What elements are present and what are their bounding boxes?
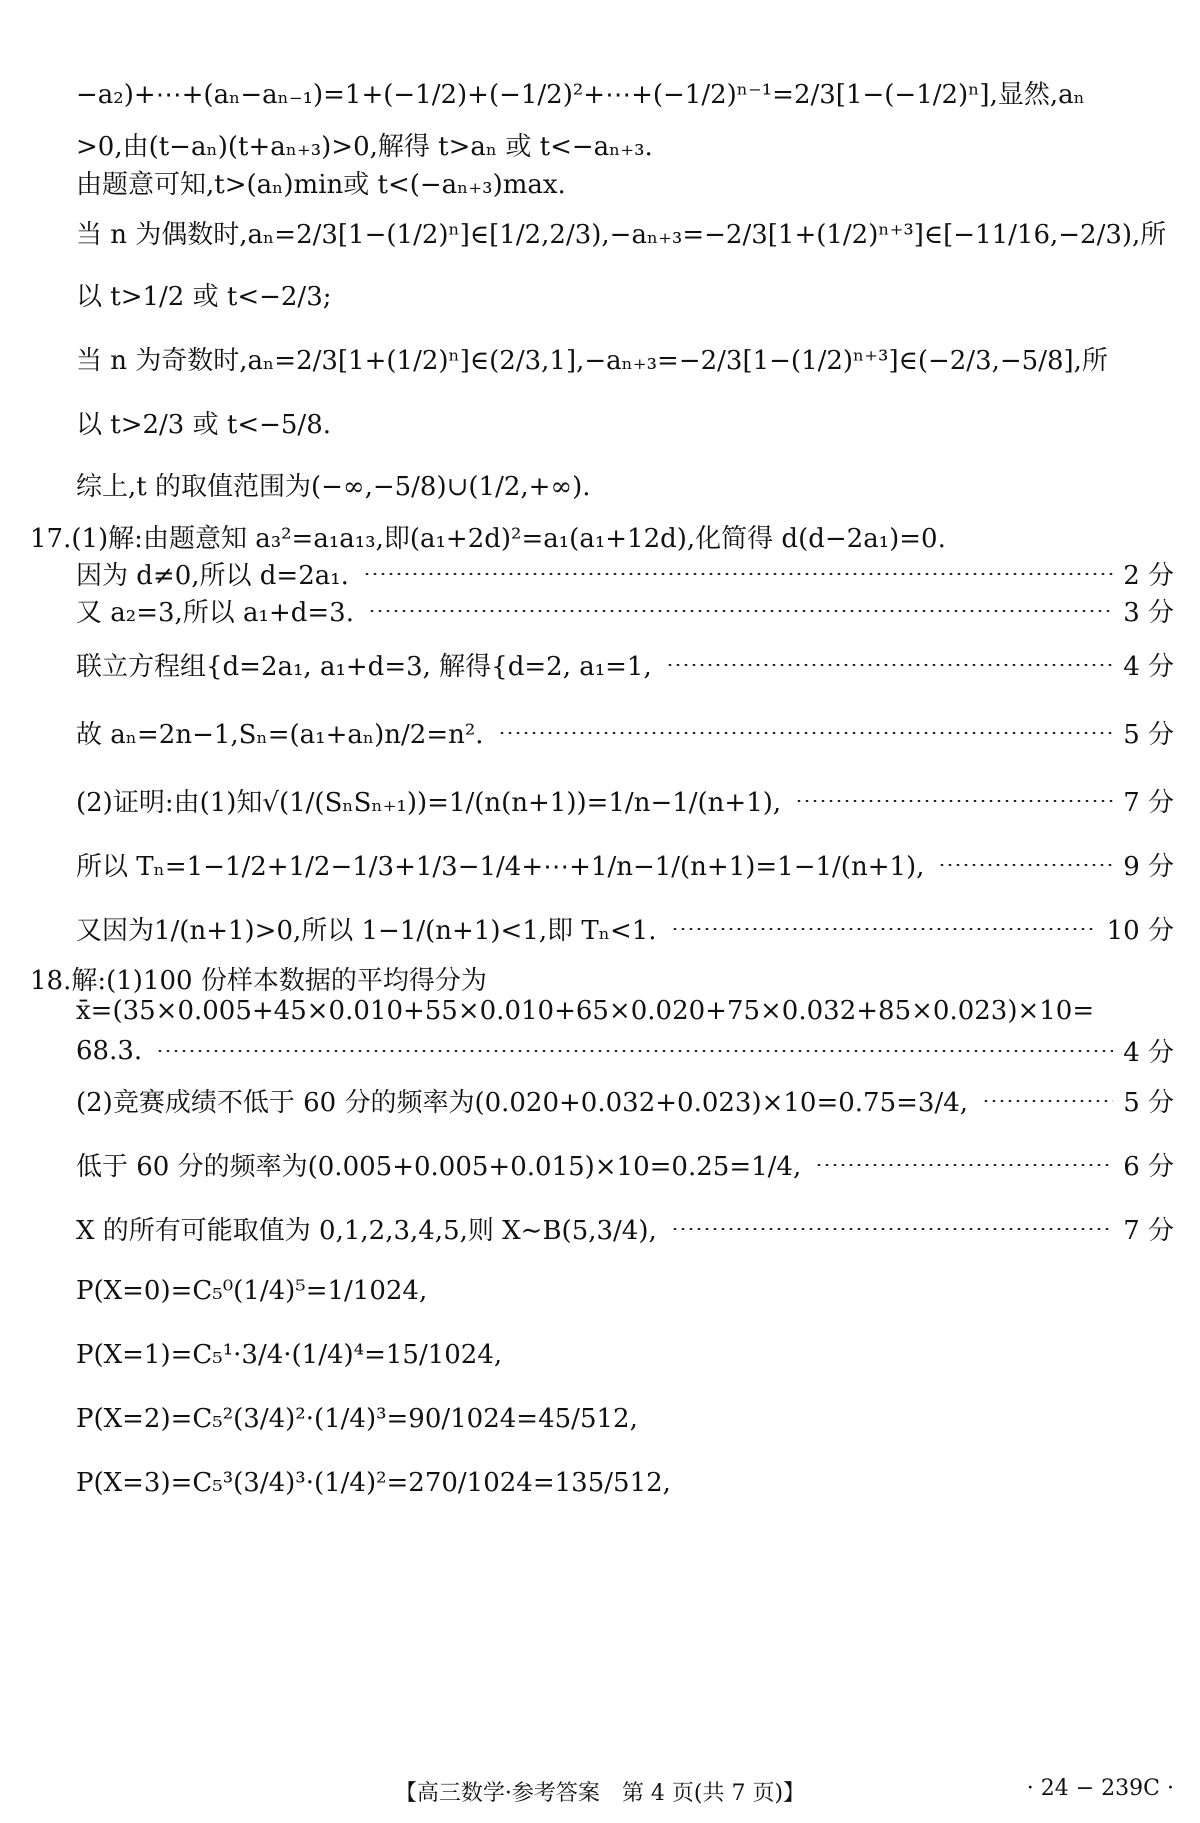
- probability-line: P(X=3)=C₅³(3/4)³·(1/4)²=270/1024=135/512,: [76, 1468, 671, 1498]
- score-label: 3 分: [1123, 598, 1174, 628]
- probability-line: P(X=2)=C₅²(3/4)²·(1/4)³=90/1024=45/512,: [76, 1404, 638, 1434]
- text-line: −a₂)+⋯+(aₙ−aₙ₋₁)=1+(−1/2)+(−1/2)²+⋯+(−1/2)ⁿ⁻¹=2/3[1−(−1/2)ⁿ],显然,aₙ: [76, 80, 1085, 110]
- text-line: 综上,t 的取值范围为(−∞,−5/8)∪(1/2,+∞).: [76, 472, 591, 502]
- score-label: 7 分: [1123, 788, 1174, 818]
- leader-dots: [363, 573, 1113, 575]
- leader-dots: [671, 1228, 1113, 1230]
- leader-dots: [795, 800, 1113, 802]
- text-line: >0,由(t−aₙ)(t+aₙ₊₃)>0,解得 t>aₙ 或 t<−aₙ₊₃.: [76, 132, 653, 162]
- score-label: 5 分: [1123, 720, 1174, 750]
- scored-line: 68.3. 4 分: [76, 1032, 1174, 1069]
- leader-dots: [156, 1050, 1113, 1052]
- scored-line: (2)竞赛成绩不低于 60 分的频率为(0.020+0.032+0.023)×10=0.75=3/4, 5 分: [76, 1082, 1174, 1119]
- leader-dots: [671, 928, 1097, 930]
- scored-line: X 的所有可能取值为 0,1,2,3,4,5,则 X∼B(5,3/4), 7 分: [76, 1210, 1174, 1247]
- text-line: 当 n 为偶数时,aₙ=2/3[1−(1/2)ⁿ]∈[1/2,2/3),−aₙ₊₃=−2/3[1+(1/2)ⁿ⁺³]∈[−11/16,−2/3),所: [76, 220, 1167, 250]
- leader-dots: [938, 864, 1113, 866]
- text-line: x̄=(35×0.005+45×0.010+55×0.010+65×0.020+75×0.032+85×0.023)×10=: [76, 996, 1095, 1026]
- score-label: 9 分: [1123, 852, 1174, 882]
- leader-dots: [368, 610, 1113, 612]
- text-line: 以 t>1/2 或 t<−2/3;: [76, 282, 332, 312]
- scored-line: 联立方程组{d=2a₁, a₁+d=3, 解得{d=2, a₁=1, 4 分: [76, 646, 1174, 683]
- leader-dots: [666, 664, 1113, 666]
- probability-line: P(X=1)=C₅¹·3/4·(1/4)⁴=15/1024,: [76, 1340, 503, 1370]
- score-label: 10 分: [1106, 916, 1174, 946]
- scored-line: 又 a₂=3,所以 a₁+d=3. 3 分: [76, 592, 1174, 629]
- question-17-heading: 17.(1)解:由题意知 a₃²=a₁a₁₃,即(a₁+2d)²=a₁(a₁+12d),化简得 d(d−2a₁)=0.: [30, 524, 946, 554]
- score-label: 5 分: [1123, 1088, 1174, 1118]
- score-label: 2 分: [1123, 561, 1174, 591]
- scored-line: 故 aₙ=2n−1,Sₙ=(a₁+aₙ)n/2=n². 5 分: [76, 714, 1174, 751]
- scored-line: 所以 Tₙ=1−1/2+1/2−1/3+1/3−1/4+⋯+1/n−1/(n+1)=1−1/(n+1), 9 分: [76, 846, 1174, 883]
- probability-line: P(X=0)=C₅⁰(1/4)⁵=1/1024,: [76, 1276, 428, 1306]
- question-18-heading: 18.解:(1)100 份样本数据的平均得分为: [30, 966, 487, 996]
- score-label: 4 分: [1123, 1038, 1174, 1068]
- scored-line: 因为 d≠0,所以 d=2a₁. 2 分: [76, 555, 1174, 592]
- score-label: 4 分: [1123, 652, 1174, 682]
- score-label: 6 分: [1123, 1152, 1174, 1182]
- text-line: 以 t>2/3 或 t<−5/8.: [76, 410, 331, 440]
- scored-line: 低于 60 分的频率为(0.005+0.005+0.015)×10=0.25=1/4, 6 分: [76, 1146, 1174, 1183]
- scored-line: (2)证明:由(1)知√(1/(SₙSₙ₊₁))=1/(n(n+1))=1/n−1/(n+1), 7 分: [76, 782, 1174, 819]
- text-line: 由题意可知,t>(aₙ)min或 t<(−aₙ₊₃)max.: [76, 170, 566, 200]
- text-line: 当 n 为奇数时,aₙ=2/3[1+(1/2)ⁿ]∈(2/3,1],−aₙ₊₃=−2/3[1−(1/2)ⁿ⁺³]∈(−2/3,−5/8],所: [76, 346, 1108, 376]
- score-label: 7 分: [1123, 1216, 1174, 1246]
- leader-dots: [815, 1164, 1113, 1166]
- leader-dots: [498, 732, 1114, 734]
- scored-line: 又因为1/(n+1)>0,所以 1−1/(n+1)<1,即 Tₙ<1. 10 分: [76, 910, 1174, 947]
- footer-title: 【高三数学·参考答案 第 4 页(共 7 页)】: [394, 1781, 806, 1806]
- leader-dots: [982, 1100, 1113, 1102]
- footer-code: · 24 − 239C ·: [1026, 1776, 1174, 1801]
